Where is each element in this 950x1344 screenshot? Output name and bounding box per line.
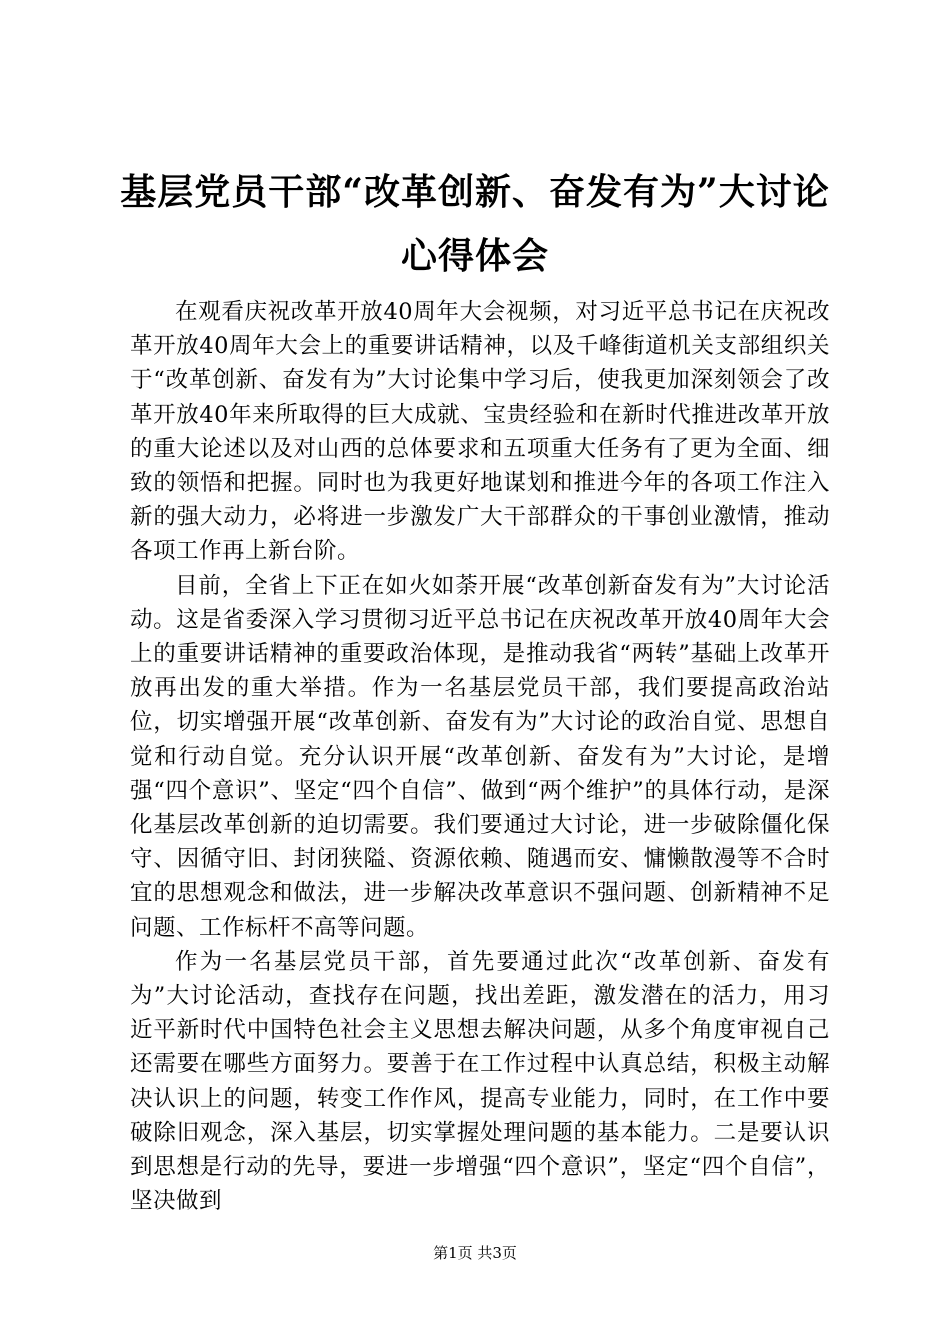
paragraph-2: 目前，全省上下正在如火如荼开展“改革创新奋发有为”大讨论活动。这是省委深入学习贯彻习近平总书记在庆祝改革开放40周年大会上的重要讲话精神的重要政治体现，是推动我省“两转”基础上改革开放再出发的重大举措。作为一名基层党员干部，我们要提高政治站位，切实增强开展“改革创新、奋发有为”大讨论的政治自觉、思想自觉和行动自觉。充分认识开展“改革创新、奋发有为”大讨论，是增强“四个意识”、坚定“四个自信”、做到“两个维护”的具体行动，是深化基层改革创新的迫切需要。我们要通过大讨论，进一步破除僵化保守、因循守旧、封闭狭隘、资源依赖、随遇而安、慵懒散漫等不合时宜的思想观念和做法，进一步解决改革意识不强问题、创新精神不足问题、工作标杆不高等问题。	[130, 572, 830, 941]
title-line-1: 基层党员干部“改革创新、奋发有为”大讨论	[120, 171, 830, 213]
document-title	[100, 160, 850, 288]
title-line-2: 心得体会	[400, 235, 549, 277]
page-footer: 第1页 共3页	[433, 1244, 517, 1262]
paragraph-3: 作为一名基层党员干部，首先要通过此次“改革创新、奋发有为”大讨论活动，查找存在问题，找出差距，激发潜在的活力，用习近平新时代中国特色社会主义思想去解决问题，从多个角度审视自己还需要在哪些方面努力。要善于在工作过程中认真总结，积极主动解决认识上的问题，转变工作作风，提高专业能力，同时，在工作中要破除旧观念，深入基层，切实掌握处理问题的基本能力。二是要认识到思想是行动的先导，要进一步增强“四个意识”，坚定“四个自信”，坚决做到	[130, 948, 830, 1215]
document-body	[130, 295, 830, 1218]
paragraph-1: 在观看庆祝改革开放40周年大会视频，对习近平总书记在庆祝改革开放40周年大会上的重要讲话精神，以及千峰街道机关支部组织关于“改革创新、奋发有为”大讨论集中学习后，使我更加深刻领会了改革开放40年来所取得的巨大成就、宝贵经验和在新时代推进改革开放的重大论述以及对山西的总体要求和五项重大任务有了更为全面、细致的领悟和把握。同时也为我更好地谋划和推进今年的各项工作注入新的强大动力，必将进一步激发广大干部群众的干事创业激情，推动各项工作再上新台阶。	[130, 299, 830, 565]
